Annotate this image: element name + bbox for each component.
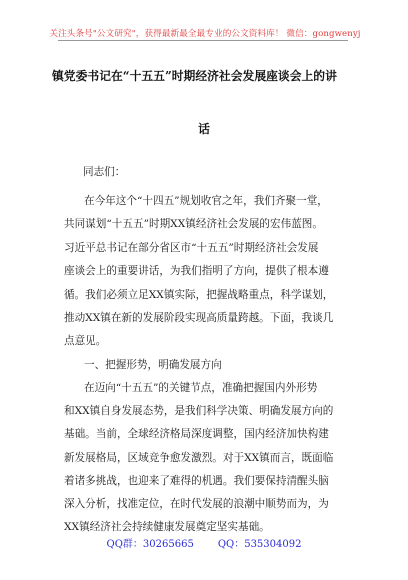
footer-qq-number: QQ：535304092 (217, 539, 302, 550)
document-title-line-1: 镇党委书记在“十五五”时期经济社会发展座谈会上的讲 (52, 69, 337, 83)
section-heading: 一、把握形势，明确发展方向 (84, 359, 222, 371)
header-watermark-note: 关注头条号"公文研究"，获得最新最全最专业的公文资料库！ 微信：gongwenyj (49, 29, 361, 39)
body-line: 习近平总书记在部分省区市“十五五”时期经济社会发展 (64, 242, 319, 254)
footer-qq-group: QQ群：30265665 (106, 539, 194, 550)
document-title-line-2: 话 (198, 122, 210, 136)
body-line: 深入分析，找准定位，在时代发展的浪潮中顺势而为，为 (64, 498, 329, 510)
salutation: 同志们： (83, 166, 126, 178)
body-line: 点意见。 (64, 335, 107, 347)
body-line: 在迈向“十五五”的关键节点，准确把握国内外形势 (84, 382, 318, 394)
body-line: 推动XX镇在新的发展阶段实现高质量跨越。下面，我谈几 (64, 312, 334, 324)
body-line: 着诸多挑战，也迎来了难得的机遇。我们要保持清醒头脑 (64, 475, 329, 487)
body-line: 新发展格局，区域竞争愈发激烈。对于XX镇而言，既面临 (64, 452, 334, 464)
body-line: 共同谋划“十五五”时期XX镇经济社会发展的宏伟蓝图。 (64, 218, 323, 230)
body-line: 基础。当前，全球经济格局深度调整，国内经济加快构建 (64, 428, 329, 440)
body-line: XX镇经济社会持续健康发展奠定坚实基础。 (64, 521, 270, 533)
footer-contact (0, 535, 408, 550)
body-line: 和XX镇自身发展态势，是我们科学决策、明确发展方向的 (64, 405, 334, 417)
header-divider (58, 40, 348, 41)
body-line: 循。我们必须立足XX镇实际，把握战略重点，科学谋划， (64, 289, 334, 301)
body-line: 在今年这个“十四五”规划收官之年，我们齐聚一堂， (84, 195, 328, 207)
body-line: 座谈会上的重要讲话，为我们指明了方向，提供了根本遵 (64, 265, 329, 277)
